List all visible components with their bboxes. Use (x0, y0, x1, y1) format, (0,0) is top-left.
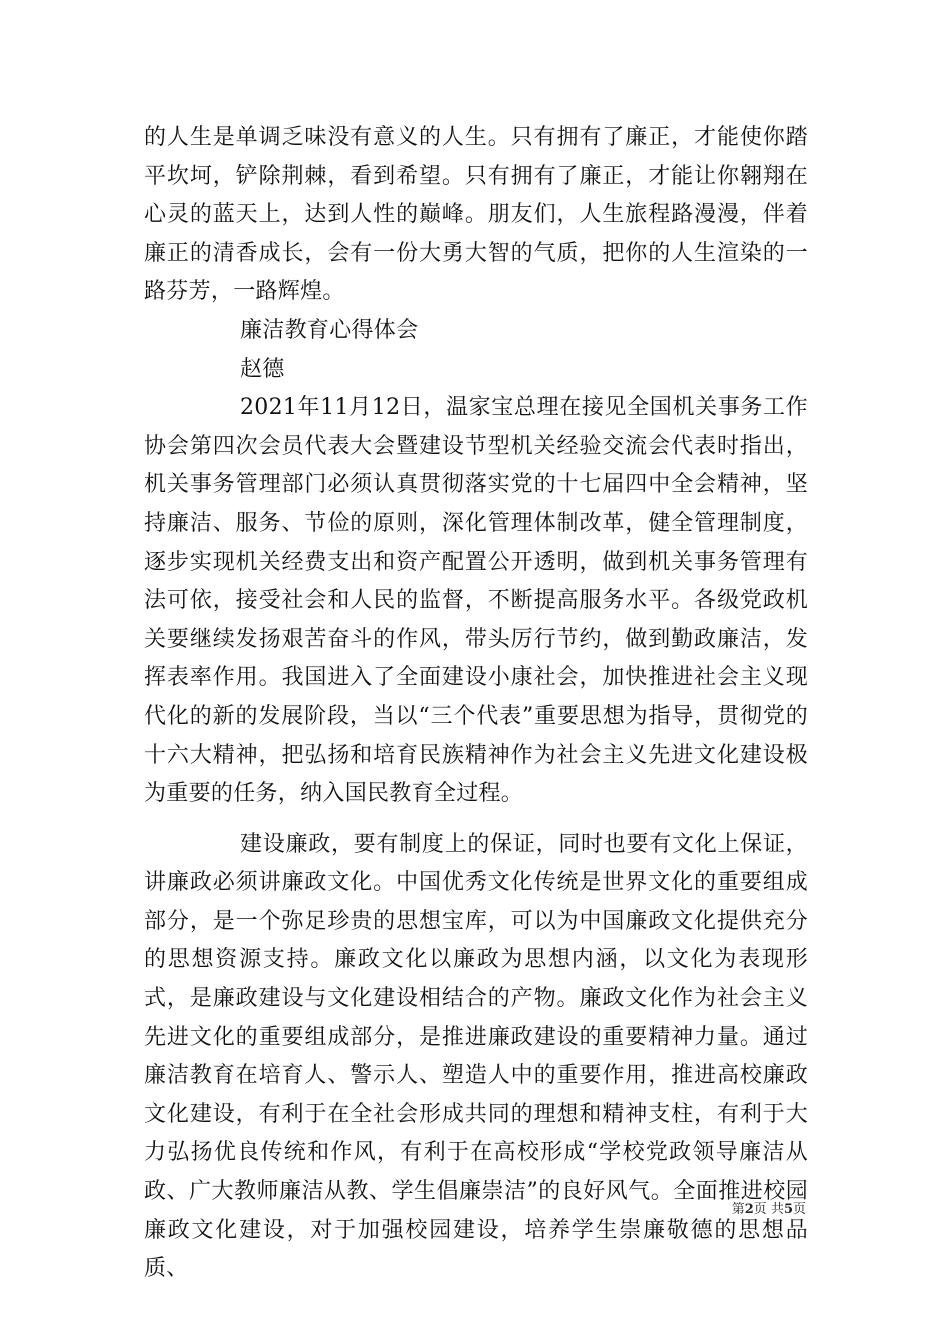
author-name: 赵德 (240, 356, 285, 382)
footer-suffix: 页 (792, 1202, 806, 1217)
footer-current-page: 2 (744, 1202, 754, 1217)
section-title: 廉洁教育心得体会 (240, 317, 419, 343)
footer-total-pages: 5 (783, 1202, 793, 1217)
document-body (144, 119, 808, 1289)
footer-middle: 页 共 (753, 1202, 784, 1217)
paragraph-continuation: 的人生是单调乏味没有意义的人生。只有拥有了廉正，才能使你踏平坎坷，铲除荆棘，看到希望。只有拥有了廉正，才能让你翱翔在心灵的蓝天上，达到人性的巅峰。朋友们，人生旅程路漫漫，伴着廉正的清香成长，会有一份大勇大智的气质，把你的人生渲染的一路芬芳，一路辉煌。 (144, 125, 808, 305)
footer-prefix: 第 (731, 1202, 745, 1217)
paragraph-culture: 建设廉政，要有制度上的保证，同时也要有文化上保证，讲廉政必须讲廉政文化。中国优秀文化传统是世界文化的重要组成部分，是一个弥足珍贵的思想宝库，可以为中国廉政文化提供充分的思想资源支持。廉政文化以廉政为思想内涵，以文化为表现形式，是廉政建设与文化建设相结合的产物。廉政文化作为社会主义先进文化的重要组成部分，是推进廉政建设的重要精神力量。通过廉洁教育在培育人、警示人、塑造人中的重要作用，推进高校廉政文化建设，有利于在全社会形成共同的理想和精神支柱，有利于大力弘扬优良传统和作风，有利于在高校形成“学校党政领导廉洁从政、广大教师廉洁从教、学生倡廉崇洁”的良好风气。全面推进校园廉政文化建设，对于加强校园建设，培养学生崇廉敬德的思想品质、 (144, 831, 808, 1282)
paragraph-speech: 2021年11月12日，温家宝总理在接见全国机关事务工作协会第四次会员代表大会暨建设节型机关经验交流会代表时指出，机关事务管理部门必须认真贯彻落实党的十七届四中全会精神，坚持廉洁、服务、节俭的原则，深化管理体制改革，健全管理制度，逐步实现机关经费支出和资产配置公开透明，做到机关事务管理有法可依，接受社会和人民的监督，不断提高服务水平。各级党政机关要继续发扬艰苦奋斗的作风，带头厉行节约，做到勤政廉洁，发挥表率作用。我国进入了全面建设小康社会，加快推进社会主义现代化的新的发展阶段，当以“三个代表”重要思想为指导，贯彻党的十六大精神，把弘扬和培育民族精神作为社会主义先进文化建设极为重要的任务，纳入国民教育全过程。 (144, 395, 808, 807)
page-footer (732, 1201, 806, 1219)
